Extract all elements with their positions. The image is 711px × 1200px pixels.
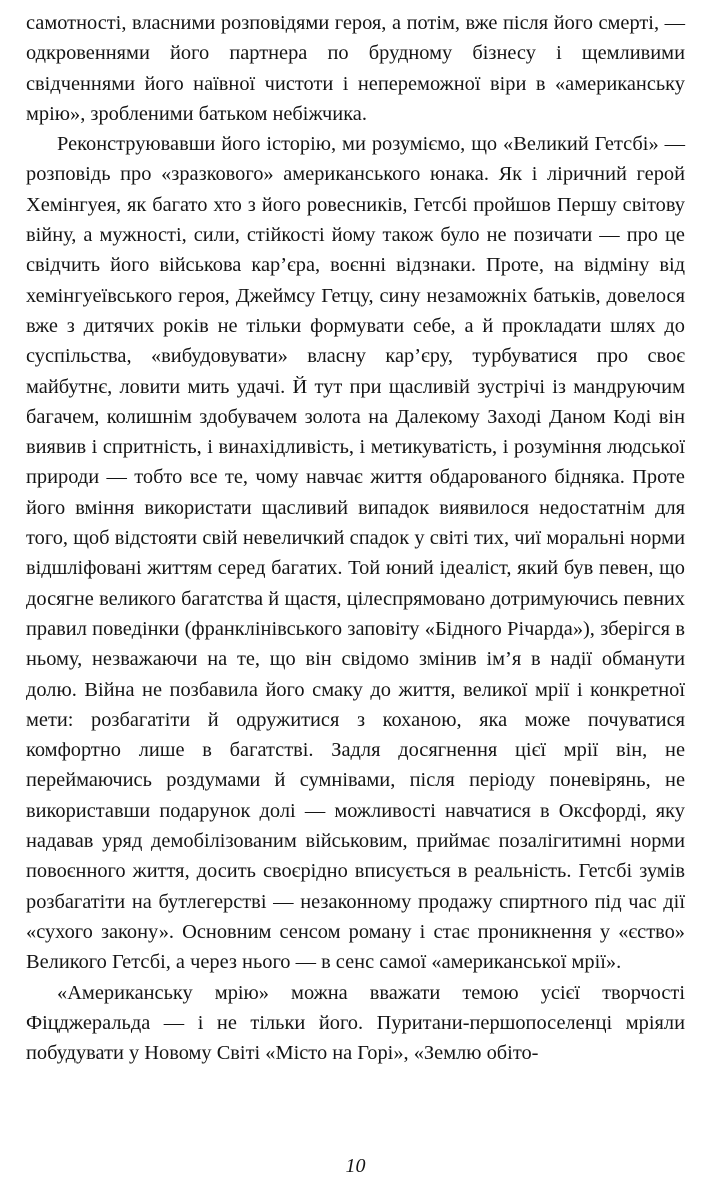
paragraph-3: «Американську мрію» можна вважати темою усієї творчості Фіцджеральда — і не тільки його. Пуритани-першопоселенці мріяли побудувати у Новому Світі «Місто на Горі», «Землю обіто- [26, 981, 685, 1065]
page-number: 10 [345, 1155, 366, 1177]
paragraph-2: Реконструювавши його історію, ми розуміємо, що «Великий Гетсбі» — розповідь про «зразкового» американського юнака. Як і ліричний герой Хемінгуея, як багато хто з його ровесників, Гетсбі пройшов Першу світову війну, а мужності, сили, стійкості йому також було не позичати — про це свідчить його військова кар’єра, воєнні відзнаки. Проте, на відміну від хемінгуеївського героя, Джеймсу Гетцу, сину незаможніх батьків, довелося вже з дитячих років не тільки формувати себе, а й прокладати шлях до суспільства, «вибудовувати» власну кар’єру, турбуватися про своє майбутнє, ловити мить удачі. Й тут при щасливій зустрічі із мандруючим багачем, колишнім здобувачем золота на Далекому Заході Даном Коді він виявив і спритність, і винахідливість, і метикуватість, і розуміння людської природи — тобто все те, чому навчає життя обдарованого бідняка. Проте його вміння використати щасливий випадок виявилося недостатнім для того, щоб відстояти свій невеличкий спадок у світі тих, чиї моральні норми відшліфовані життям серед багатих. Той юний ідеаліст, який був певен, що досягне великого багатства й щастя, цілеспрямовано дотримуючись певних правил поведінки (франклінівського заповіту «Бідного Річарда»), зберігся в ньому, незважаючи на те, що він свідомо змінив ім’я в надії обманути долю. Війна не позбавила його смаку до життя, великої мрії і конкретної мети: розбагатіти й одружитися з коханою, яка може почуватися комфортно лише в багатстві. Задля досягнення цієї мрії він, не переймаючись роздумами й сумнівами, після періоду поневірянь, не використавши подарунок долі — можливості навчатися в Оксфорді, яку надавав уряд демобілізованим військовим, приймає позалігитимні норми повоєнного життя, досить своєрідно вписується в реальність. Гетсбі зумів розбагатіти на бутлегерстві — незаконному продажу спиртного під час дії «сухого закону». Основним сенсом роману і стає проникнення у «єство» Великого Гетсбі, а через нього — в сенс самої «американської мрії». [26, 133, 685, 974]
paragraph-1: самотності, власними розповідями героя, а потім, вже після його смерті, — одкровеннями його партнера по брудному бізнесу і щемливими свідченнями його наївної чистоти і непереможної віри в «американську мрію», зробленими батьком небіжчика. [26, 12, 685, 125]
page-body [26, 8, 685, 1068]
